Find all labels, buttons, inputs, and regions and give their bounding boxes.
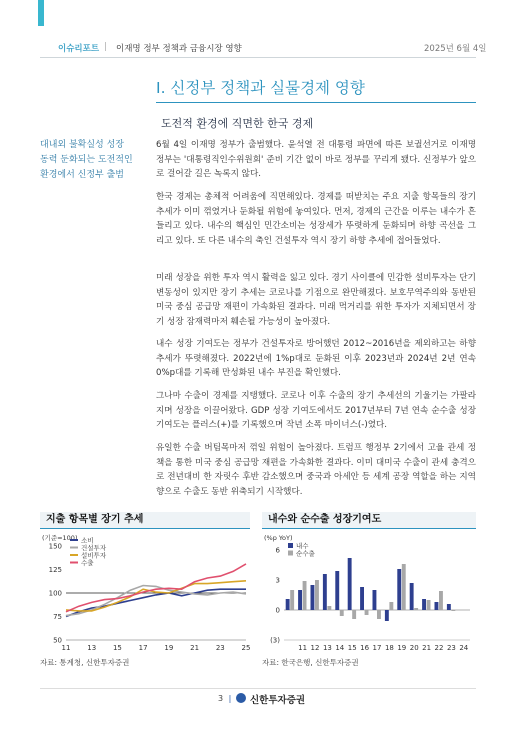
header-separator: | [104, 42, 107, 52]
right-chart-heading [262, 512, 476, 529]
bar-내수-15 [348, 558, 352, 610]
legend-label: 건설투자 [81, 544, 107, 552]
report-date: 2025년 6월 4일 [424, 44, 487, 54]
legend-label: 설비투자 [81, 551, 107, 560]
left-chart-title: 지출 항목별 장기 추세 [46, 514, 144, 525]
legend-label: 소비 [81, 536, 94, 545]
bar-순수출-12 [315, 580, 319, 610]
body-paragraph: 내수 성장 기여도는 정부가 건설투자로 방어했던 2012~2016년을 제외하고는 하향 추세가 뚜렷해졌다. 2022년에 1%p대로 둔화된 이후 2023년과 2024년 2년 연속 0%p대를 기록해 만성화된 내수 부진을 확인했다. [156, 339, 476, 379]
bar-순수출-21 [427, 600, 431, 610]
legend-swatch [288, 551, 293, 556]
bar-내수-11 [298, 590, 302, 610]
legend-label: 순수출 [296, 549, 315, 558]
report-title: 이재명 정부 정책과 금융시장 영향 [116, 44, 242, 54]
x-tick-label: 21 [422, 644, 432, 652]
left-chart-source: 자료: 통계청, 신한투자증권 [40, 658, 130, 667]
y-tick-label: 3 [275, 576, 280, 585]
x-tick-label: 13 [322, 644, 332, 652]
legend-label: 내수 [296, 542, 309, 550]
bar-순수출-10 [290, 590, 294, 610]
y-tick-label: 75 [53, 613, 62, 621]
legend-swatch [288, 543, 293, 548]
bar-내수-20 [410, 583, 414, 610]
header-accent-bar [38, 0, 44, 26]
bar-내수-14 [335, 571, 339, 610]
bar-내수-21 [422, 599, 426, 610]
x-tick-label: 15 [347, 644, 357, 652]
brand-logo-icon [236, 693, 246, 703]
x-tick-label: 12 [310, 644, 320, 652]
x-tick-label: 19 [397, 644, 407, 652]
header-divider [40, 57, 476, 58]
bar-내수-19 [397, 569, 401, 610]
x-tick-label: 17 [138, 644, 148, 652]
right-chart-title: 내수와 순수출 성장기여도 [268, 514, 382, 525]
sidebar-line: 대내외 불확실성 성장 [40, 140, 124, 150]
x-tick-label: 11 [298, 644, 308, 652]
y-tick-label: (3) [270, 636, 280, 645]
sidebar-line: 환경에서 신정부 출범 [40, 170, 124, 180]
expenditure-trend-chart [40, 532, 252, 654]
x-tick-label: 17 [372, 644, 382, 652]
bar-순수출-22 [439, 591, 443, 610]
bar-순수출-16 [365, 610, 369, 615]
body-paragraph: 6월 4일 이재명 정부가 출범했다. 윤석열 전 대통령 파면에 따른 보궐선거로 이재명 정부는 '대통령직인수위원회' 준비 기간 없이 바로 정부를 꾸리게 됐다. 신정부가 앞으로 걸어갈 길은 녹록지 않다. [156, 140, 476, 180]
left-chart-heading [40, 512, 250, 529]
y-tick-label: 125 [48, 566, 62, 574]
section-divider [156, 102, 476, 103]
bar-내수-18 [385, 610, 389, 621]
legend-label: 수출 [81, 559, 94, 567]
section-subheading: 도전적 환경에 직면한 한국 경제 [161, 117, 314, 130]
bar-순수출-11 [303, 581, 307, 610]
x-tick-label: 16 [360, 644, 370, 652]
body-paragraph: 그나마 수출이 경제를 지탱했다. 코로나 이후 수출의 장기 추세선의 기울기는 가팔라지며 성장을 이끌어왔다. GDP 성장 기여도에서도 2017년부터 7년 연속 순수출 성장기여도는 플러스(+)를 기록했으며 작년 소폭 마이너스(-)였다. [156, 391, 476, 431]
page-number-value: 3 [218, 694, 224, 703]
series-line-수출 [66, 564, 246, 612]
bar-내수-10 [286, 599, 290, 610]
y-tick-label: 50 [53, 636, 62, 645]
x-tick-label: 18 [384, 644, 394, 652]
y-tick-label: 0 [275, 606, 280, 615]
x-tick-label: 11 [61, 644, 71, 652]
bar-내수-12 [311, 585, 315, 610]
bar-내수-16 [360, 587, 364, 610]
bar-내수-23 [447, 604, 451, 610]
x-tick-label: 23 [215, 644, 225, 652]
x-tick-label: 19 [164, 644, 174, 652]
bar-순수출-13 [327, 606, 331, 610]
bar-순수출-18 [389, 602, 393, 610]
bar-순수출-15 [352, 610, 356, 619]
x-tick-label: 15 [112, 644, 122, 652]
x-tick-label: 25 [241, 644, 251, 652]
bar-내수-13 [323, 574, 327, 610]
x-tick-label: 22 [434, 644, 444, 652]
series-line-설비투자 [66, 581, 246, 611]
bar-순수출-19 [402, 564, 406, 610]
y-unit-label: (%p YoY) [264, 534, 293, 542]
x-tick-label: 24 [459, 644, 469, 652]
report-type: 이슈리포트 [58, 44, 100, 54]
sidebar-summary [40, 138, 146, 183]
bar-순수출-20 [414, 608, 418, 610]
growth-contribution-chart [262, 532, 476, 654]
section-title: I. 신정부 정책과 실물경제 영향 [156, 79, 365, 97]
x-tick-label: 13 [87, 644, 97, 652]
bar-내수-17 [373, 590, 377, 610]
sidebar-line: 동력 둔화되는 도전적인 [40, 155, 133, 165]
footer-separator: | [228, 694, 232, 703]
y-unit-label: (기준=100) [42, 534, 78, 542]
body-paragraph: 한국 경제는 총체적 어려움에 직면해있다. 경제를 떠받치는 주요 지출 항목들의 장기 추세가 이미 꺾였거나 둔화될 위험에 놓여있다. 먼저, 경제의 근간을 이루는 내수가 흔들리고 있다. 내수의 핵심인 민간소비는 성장세가 뚜렷하게 둔화되며 하향 곡선을 그리고 있다. 또 다른 내수의 축인 건설투자 역시 장기 하향 추세에 접어들었다. [156, 192, 476, 246]
bar-순수출-23 [451, 610, 455, 611]
y-tick-label: 100 [48, 589, 62, 598]
x-tick-label: 14 [335, 644, 345, 652]
bar-내수-22 [435, 602, 439, 610]
bar-순수출-17 [377, 610, 381, 619]
x-tick-label: 20 [409, 644, 419, 652]
y-tick-label: 150 [48, 542, 62, 551]
page-number [218, 694, 231, 703]
x-tick-label: 23 [446, 644, 456, 652]
y-tick-label: 6 [275, 546, 280, 555]
right-chart-source: 자료: 한국은행, 신한투자증권 [262, 658, 359, 667]
x-tick-label: 21 [190, 644, 200, 652]
body-paragraph: 유일한 수출 버팀목마저 꺾일 위험이 높아졌다. 트럼프 행정부 2기에서 고율 관세 정책을 통한 미국 중심 공급망 재편을 가속화한 결과다. 이미 대미국 수출이 관세 충격으로 전년대비 한 자릿수 후반 감소했으며 중국과 아세안 등 세계 공장 역할을 하는 지역향으로 수출도 동반 위축되기 시작했다. [156, 443, 476, 497]
bar-순수출-14 [340, 610, 344, 616]
body-paragraph: 미래 성장을 위한 투자 역시 활력을 잃고 있다. 경기 사이클에 민감한 설비투자는 단기 변동성이 있지만 장기 추세는 코로나를 기점으로 완만해졌다. 보호무역주의와 동반된 미국 중심 공급망 재편이 가속화된 결과다. 미래 먹거리를 위한 투자가 지체되면서 장기 성장 잠재력마저 훼손될 가능성이 높아졌다. [156, 273, 476, 327]
footer-divider [40, 688, 476, 689]
brand-name: 신한투자증권 [250, 695, 306, 706]
